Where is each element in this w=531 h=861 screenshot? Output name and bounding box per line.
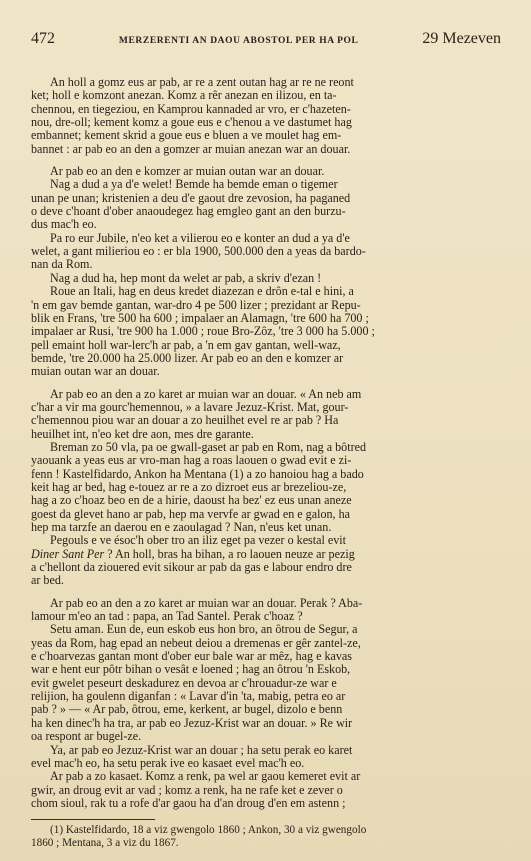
- text-line: evit gwelet peseurt deskadurez en devoa ar c'hrouadur-ze war e: [31, 676, 337, 690]
- footnote-line: 1860 ; Mentana, 3 a viz du 1867.: [31, 837, 179, 850]
- text-line: relijion, ha goulenn diganfan : « Lavar d'in 'ta, mabig, petra eo ar: [31, 690, 346, 704]
- footnote-line: (1) Kastelfidardo, 18 a viz gwengolo 1860 ; Ankon, 30 a viz gwengolo: [50, 824, 367, 837]
- text-line: Pa ro eur Jubile, n'eo ket a vilierou eo e konter an dud a ya d'e: [50, 231, 350, 245]
- text-line: war e hent eur pôtr bihan o vesât e loened ; hag an ôtrou 'n Eskob,: [31, 663, 351, 677]
- text-line: Breman zo 50 vla, pa oe gwall-gaset ar pab en Rom, nag a bôtred: [50, 440, 367, 454]
- page-number: 472: [31, 30, 55, 47]
- text-line: yaouank a yeas eus ar vro-man hag a roas laouen o gwad evit e zi-: [31, 454, 352, 468]
- text-line: a c'hellont da ziouered evit sikour ar pab da gas e labour endro dre: [31, 561, 352, 575]
- text-line: Nag a dud a ya d'e welet! Bemde ha bemde eman o tigemer: [50, 178, 338, 192]
- text-line: Ar pab eo an den a zo karet ar muian war an douar. « An neb am: [50, 387, 362, 401]
- text-line: ha ken dinec'h ha tra, ar pab eo Jezuz-Krist war an douar. » Re wir: [31, 716, 353, 730]
- text-line: embannet; kement skrid a goue eus e bluen a ve moulet hag em-: [31, 129, 342, 143]
- text-line: Ar pab eo an den a zo karet ar muian war an douar. Perak ? Aba-: [50, 596, 363, 610]
- text-line: hep ma tarzfe an daerou en e zaoulagad ? Nan, n'eus ket unan.: [31, 521, 332, 534]
- text-line: e c'hoarvezas gantan mont d'ober eur bale war ar mêz, hag e kavas: [31, 650, 352, 664]
- text-line: evel mac'h eo, ha setu perak ive eo kasaet evel mac'h eo.: [31, 756, 305, 770]
- text-line: pab ? » — « Ar pab, ôtrou, eme, kerkent, ar bugel, dizolo e benn: [31, 703, 343, 717]
- text-line: bemde, 'tre 20.000 ha 25.000 lizer. Ar pab eo an den e komzer ar: [31, 351, 344, 365]
- month-date: 29 Mezeven: [422, 30, 501, 47]
- text-line: welet, a gant milieriou eo : er bla 1900, 500.000 den a yeas da bardo-: [31, 245, 366, 259]
- text-line: An holl a gomz eus ar pab, ar re a zent outan hag ar re ne reont: [50, 76, 354, 89]
- text-line: ket; holl e komzont anezan. Komz a rêr anezan en ilizou, en ta-: [31, 89, 337, 103]
- footnote-rule: [31, 819, 155, 820]
- text-line: hag a zo c'hoaz beo en de a hirie, daoust ha bez' ez eus unan aneze: [31, 494, 352, 508]
- page-header: [31, 30, 501, 54]
- text-line: nou, dre-oll; kement komz a goue eus e c'henou a ve dastumet hag: [31, 116, 352, 130]
- text-line: Ar pab eo an den e komzer ar muian outan war an douar.: [50, 165, 325, 179]
- text-line: unan pe unan; kristenien a deu d'e gaout dre zevosion, ha paganed: [31, 191, 351, 205]
- text-line: gwir, an droug evit ar vad ; komz a renk, ha ne rafe ket e zever o: [31, 783, 343, 797]
- text-line: 'n em gav bemde gantan, war-dro 4 pe 500 lizer ; prezidant ar Repu-: [31, 298, 361, 312]
- text-line: fenn ! Kastelfidardo, Ankon ha Mentana (1) a zo hanoiou hag a bado: [31, 467, 364, 481]
- text-line: Roue an Itali, hag en deus kredet diazezan e drôn e-tal e hini, a: [50, 285, 354, 299]
- text-line: muian outan war an douar.: [31, 365, 160, 379]
- text-line: Setu aman. Eun de, eun eskob eus hon bro, an ôtrou de Segur, a: [50, 623, 358, 637]
- text-line: heuilhet int, n'eo ket dre aon, mes dre garante.: [31, 427, 254, 441]
- text-line: Pegouls e ve ésoc'h ober tro an iliz eget pa vezer o kestal evit: [50, 534, 347, 548]
- text-line: o deve c'hoant d'ober anaoudegez hag emgleo gant an den burzu-: [31, 205, 346, 219]
- text-line: nan da Rom.: [31, 258, 93, 272]
- text-line: keit hag ar bed, hag e-touez ar re a zo dizroet eus ar brezeliou-ze,: [31, 480, 347, 494]
- footnotes: [31, 824, 501, 850]
- text-line: Ya, ar pab eo Jezuz-Krist war an douar ; ha setu perak eo karet: [50, 743, 353, 757]
- text-line: Nag a dud ha, hep mont da welet ar pab, a skriv d'ezan !: [50, 271, 322, 285]
- running-title: MERZERENTI AN DAOU ABOSTOL PER HA POL: [118, 36, 359, 46]
- paragraph: [31, 165, 501, 379]
- text-line: c'hemennou piou war an douar a zo heuilhet evel re ar pab ? Ha: [31, 414, 339, 428]
- paragraph: [31, 388, 501, 588]
- text-line: lamour m'eo an tad : papa, an Tad Santel. Perak c'hoaz ?: [31, 610, 303, 624]
- text-line: blik en Frans, 'tre 500 ha 600 ; impalaer an Alamagn, 'tre 600 ha 700 ;: [31, 311, 369, 325]
- text-line: dus mac'h eo.: [31, 218, 97, 232]
- text-line: impalaer ar Rusi, 'tre 900 ha 1.000 ; roue Bro-Zôz, 'tre 3 000 ha 5.000 ;: [31, 325, 375, 339]
- text-line: Ar pab a zo kasaet. Komz a renk, pa wel ar gaou kemeret evit ar: [50, 770, 361, 784]
- text-line: yeas da Rom, hag epad an nebeut deiou a dremenas er gêr zantel-ze,: [31, 636, 361, 650]
- paragraph: [31, 76, 501, 156]
- text-line: chom sioul, rak tu a rofe d'ar gaou ha d'an droug d'en em astenn ;: [31, 796, 346, 810]
- text-line: oa respont ar bugel-ze.: [31, 730, 142, 744]
- text-line: goest da glevet hano ar pab, hep ma vervfe ar gwad en e galon, ha: [31, 507, 351, 521]
- text-line: bannet : ar pab eo an den a gomzer ar muian anezan war an douar.: [31, 142, 351, 156]
- text-line: chennou, en tiegeziou, en Kamprou kannaded ar vro, er c'hazeten-: [31, 102, 351, 116]
- paragraph: [31, 597, 501, 811]
- text-line: Diner Sant Per ? An holl, bras ha bihan, a ro laouen neuze ar pezig: [31, 547, 355, 561]
- body-text: [31, 76, 501, 810]
- text-line: c'har a vir ma gourc'hemennou, » a lavare Jezuz-Krist. Mat, gour-: [31, 400, 349, 414]
- text-line: pell emaint holl war-lerc'h ar pab, a 'n em gav gantan, well-waz,: [31, 338, 341, 352]
- text-line: ar bed.: [31, 574, 64, 588]
